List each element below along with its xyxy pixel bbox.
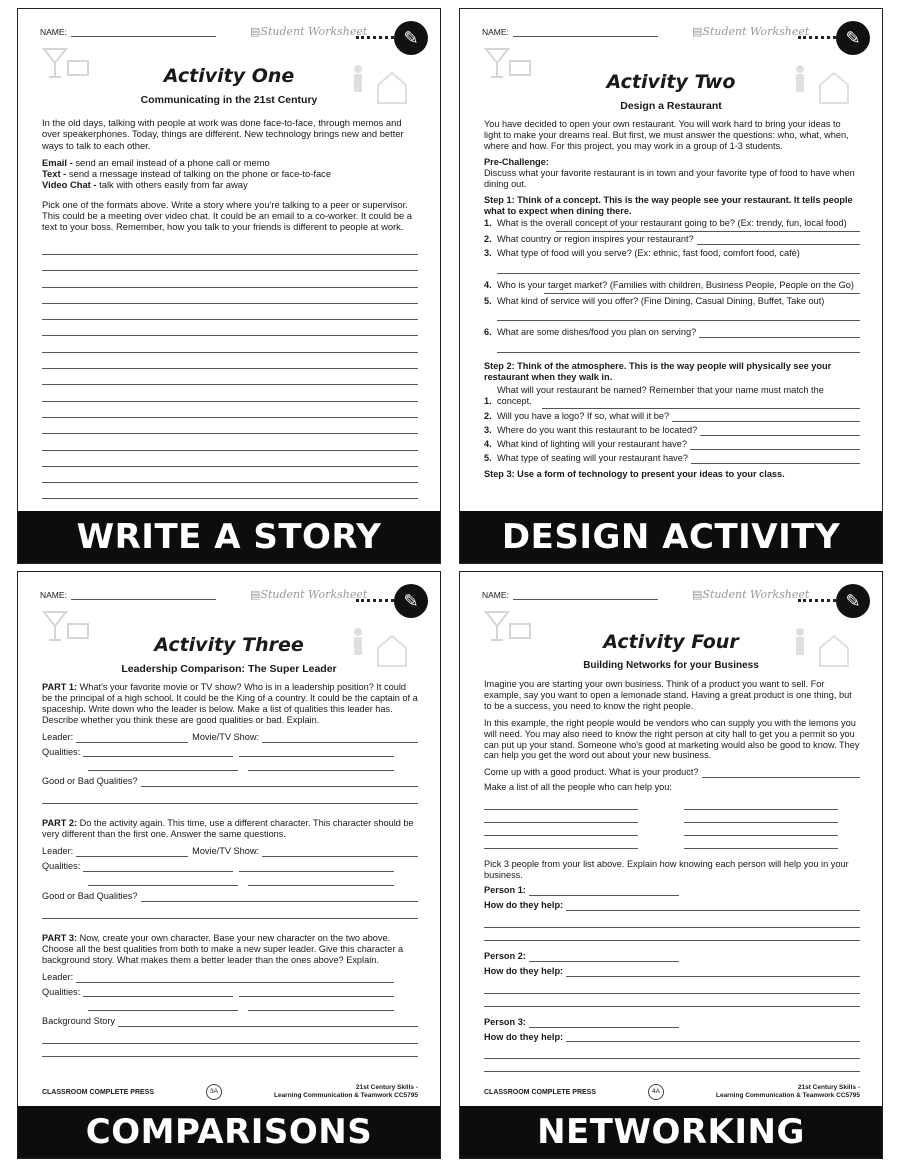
category-banner: COMPARISONS bbox=[18, 1106, 440, 1158]
name-line bbox=[513, 591, 658, 600]
question-item: 2. Will you have a logo? If so, what will it be? bbox=[484, 411, 860, 422]
footer-credit: 21st Century Skills - Learning Communication & Teamwork CC5795 bbox=[715, 1084, 860, 1099]
activity-body bbox=[42, 682, 418, 1057]
format-term: Text - bbox=[42, 168, 67, 180]
qualities-extra bbox=[88, 761, 418, 771]
pencil-icon: ✎ bbox=[836, 21, 870, 55]
product-input[interactable] bbox=[702, 768, 861, 778]
person-input[interactable] bbox=[529, 952, 679, 962]
name-label: NAME: bbox=[482, 27, 509, 37]
part-2: PART 2: Do the activity again. This time, use a different character. This character should be very different than the first one. Answer the same questions. bbox=[42, 818, 414, 840]
name-field bbox=[482, 27, 658, 37]
dotted-divider bbox=[356, 36, 394, 39]
publisher-logo: CLASSROOM COMPLETE PRESS bbox=[484, 1088, 597, 1096]
format-desc: send a message instead of talking on the phone or face-to-face bbox=[68, 168, 332, 180]
worksheet-page bbox=[18, 572, 440, 1106]
qualities-row: Qualities: bbox=[42, 747, 418, 758]
worksheet-page bbox=[460, 9, 882, 511]
activity-body bbox=[484, 679, 860, 1072]
answer-line[interactable] bbox=[42, 906, 418, 919]
writing-line[interactable] bbox=[42, 304, 418, 320]
prechallenge-text: Discuss what your favorite restaurant is in town and your favorite type of food to have when dining out. bbox=[484, 168, 855, 189]
person-input[interactable] bbox=[529, 1018, 679, 1028]
dotted-divider bbox=[356, 599, 394, 602]
writing-line[interactable] bbox=[42, 255, 418, 271]
intro-text: In the old days, talking with people at work was done face-to-face, through memos and over speakerphones. Today, things are different. New technology brings new and better ways to talk to each other. bbox=[42, 117, 404, 151]
paragraph-2: In this example, the right people would be vendors who can supply you with the lemons you will need. You may also need to know the right person at city hall to get you a permit so you can put up your stand. Someone who's good at marketing would also be good to know. They can help you get the word out about your new business. bbox=[484, 717, 860, 761]
question-item: 5. What kind of service will you offer? (Fine Dining, Casual Dining, Buffet, Take out) bbox=[484, 295, 825, 306]
answer-line[interactable] bbox=[700, 426, 860, 436]
qualities-row: Qualities: bbox=[42, 987, 418, 998]
page-footer bbox=[484, 1084, 860, 1100]
product-row: Come up with a good product. What is your product? bbox=[484, 767, 860, 778]
how-row: How do they help: bbox=[484, 1032, 860, 1043]
writing-line[interactable] bbox=[42, 418, 418, 434]
qualities-extra bbox=[88, 876, 418, 886]
good-bad-input[interactable] bbox=[141, 892, 418, 902]
student-worksheet-label: ▤ Student Worksheet bbox=[250, 25, 367, 38]
prechallenge-label: Pre-Challenge: bbox=[484, 157, 549, 168]
background-input[interactable] bbox=[118, 1017, 418, 1027]
good-bad-row: Good or Bad Qualities? bbox=[42, 776, 418, 787]
qualities-extra bbox=[88, 1001, 418, 1011]
qualities-input[interactable] bbox=[83, 987, 233, 997]
writing-line[interactable] bbox=[42, 483, 418, 499]
question-item: 4. Who is your target market? (Families with children, Business People, People on the Go) bbox=[484, 279, 854, 290]
pick-prompt: Pick 3 people from your list above. Explain how knowing each person will help you in your business. bbox=[484, 859, 849, 881]
answer-line[interactable] bbox=[497, 262, 860, 274]
name-field bbox=[40, 27, 216, 37]
name-field bbox=[482, 590, 658, 600]
qualities-input[interactable] bbox=[239, 747, 394, 757]
question-item: 4. What kind of lighting will your restaurant have? bbox=[484, 439, 860, 450]
name-label: NAME: bbox=[40, 590, 67, 600]
leader-row: Leader: bbox=[42, 972, 418, 983]
format-desc: talk with others easily from far away bbox=[99, 179, 248, 191]
leader-row: Leader: Movie/TV Show: bbox=[42, 732, 418, 743]
writing-line[interactable] bbox=[42, 385, 418, 401]
worksheet-page bbox=[460, 572, 882, 1106]
category-banner: DESIGN ACTIVITY bbox=[460, 511, 882, 563]
activity-body bbox=[484, 119, 860, 485]
page-number: 4A bbox=[648, 1084, 664, 1100]
category-banner: WRITE A STORY bbox=[18, 511, 440, 563]
publisher-logo: CLASSROOM COMPLETE PRESS bbox=[42, 1088, 155, 1096]
step-1-questions bbox=[484, 218, 860, 353]
answer-line[interactable] bbox=[497, 309, 860, 321]
answer-line[interactable] bbox=[42, 1031, 418, 1044]
how-input[interactable] bbox=[566, 1032, 860, 1042]
leader-input[interactable] bbox=[76, 847, 188, 857]
writing-line[interactable] bbox=[42, 451, 418, 467]
writing-line[interactable] bbox=[42, 336, 418, 352]
pencil-icon: ✎ bbox=[394, 21, 428, 55]
good-bad-row: Good or Bad Qualities? bbox=[42, 891, 418, 902]
category-banner: NETWORKING bbox=[460, 1106, 882, 1158]
writing-line[interactable] bbox=[42, 320, 418, 336]
qualities-input[interactable] bbox=[239, 862, 394, 872]
qualities-input[interactable] bbox=[83, 747, 233, 757]
answer-line[interactable] bbox=[42, 1044, 418, 1057]
writing-line[interactable] bbox=[42, 369, 418, 385]
question-item: 5. What type of seating will your restaurant have? bbox=[484, 453, 860, 464]
answer-line[interactable] bbox=[699, 328, 860, 338]
student-worksheet-label: ▤ Student Worksheet bbox=[692, 588, 809, 601]
instructions-text: Pick one of the formats above. Write a story where you're talking to a peer or supervisor. This could be a meeting over video chat. It could be an email to a co-worker. It could be a text to your boss. Remember, how you talk to your friends is different to people at work. bbox=[42, 198, 412, 233]
activity-title: Activity Four bbox=[603, 631, 739, 653]
format-desc: send an email instead of a phone call or memo bbox=[75, 156, 270, 168]
writing-line[interactable] bbox=[42, 353, 418, 369]
part-1: PART 1: What's your favorite movie or TV show? Who is in a leadership position? It could be the principal of a high school. It could be the King of a country. It could be the captain of a spaceship. Write down who the leader is below. Make a list of qualities this leader has. Describe whether you think these are good qualities or bad. Explain. bbox=[42, 682, 418, 725]
activity-title: Activity Three bbox=[154, 634, 304, 656]
person-1-row: Person 1: bbox=[484, 885, 860, 896]
name-label: NAME: bbox=[40, 27, 67, 37]
worksheet-panel-activity-four bbox=[459, 571, 883, 1159]
page-number: 3A bbox=[206, 1084, 222, 1100]
name-field bbox=[40, 590, 216, 600]
list-prompt: Make a list of all the people who can help you: bbox=[484, 782, 672, 793]
activity-title: Activity One bbox=[163, 65, 295, 87]
answer-line[interactable] bbox=[697, 235, 860, 245]
person-3-row: Person 3: bbox=[484, 1017, 860, 1028]
worksheet-panel-activity-three bbox=[17, 571, 441, 1159]
name-line bbox=[71, 28, 216, 37]
helper-list bbox=[484, 797, 860, 849]
question-item: 6. What are some dishes/food you plan on serving? bbox=[484, 327, 860, 338]
page-footer bbox=[42, 1084, 418, 1100]
writing-line[interactable] bbox=[42, 434, 418, 450]
name-label: NAME: bbox=[482, 590, 509, 600]
activity-subtitle: Building Networks for your Business bbox=[583, 660, 759, 671]
leader-input[interactable] bbox=[76, 973, 394, 983]
worksheet-panel-activity-one bbox=[17, 8, 441, 564]
question-item: 3. Where do you want this restaurant to be located? bbox=[484, 425, 860, 436]
format-term: Email - bbox=[42, 156, 73, 168]
part-3: PART 3: Now, create your own character. Base your new character on the two above. Choose all the best qualities from both to make a new super leader. Give this character a background story. What makes them a better leader than the ones above? Explain. bbox=[42, 932, 404, 965]
writing-line[interactable] bbox=[42, 239, 418, 255]
writing-line[interactable] bbox=[42, 402, 418, 418]
format-list bbox=[42, 157, 418, 191]
answer-line[interactable] bbox=[691, 454, 860, 464]
how-row: How do they help: bbox=[484, 966, 860, 977]
pencil-icon: ✎ bbox=[836, 584, 870, 618]
answer-line[interactable] bbox=[690, 440, 860, 450]
qualities-input[interactable] bbox=[83, 862, 233, 872]
activity-title: Activity Two bbox=[606, 71, 736, 93]
prechallenge bbox=[484, 157, 860, 189]
name-line bbox=[71, 591, 216, 600]
writing-line[interactable] bbox=[42, 288, 418, 304]
activity-subtitle: Design a Restaurant bbox=[620, 100, 722, 112]
worksheet-page bbox=[18, 9, 440, 511]
student-worksheet-label: ▤ Student Worksheet bbox=[692, 25, 809, 38]
paragraph-1: Imagine you are starting your own business. Think of a product you want to sell. For example, say you want to open a lemonade stand. Having a great product is one thing, but to be a success, you need to know the right people. bbox=[484, 679, 852, 711]
step-2-questions bbox=[484, 385, 860, 464]
activity-subtitle: Leadership Comparison: The Super Leader bbox=[121, 663, 337, 675]
qualities-row: Qualities: bbox=[42, 861, 418, 872]
activity-body bbox=[42, 117, 418, 499]
dotted-divider bbox=[798, 36, 836, 39]
intro-text: You have decided to open your own restaurant. You will work hard to bring your ideas to light to make your dreams real. But first, we must answer the questions: who, what, when, where and how. For this project, you may work in a group of 1-3 students. bbox=[484, 119, 849, 151]
question-item: 1. What will your restaurant be named? Remember that your name must match the concept. bbox=[484, 384, 824, 406]
question-item: 3. What type of food will you serve? (Ex: ethnic, fast food, comfort food, café) bbox=[484, 247, 800, 258]
dotted-divider bbox=[798, 599, 836, 602]
how-input[interactable] bbox=[566, 901, 860, 911]
show-input[interactable] bbox=[262, 847, 418, 857]
leader-input[interactable] bbox=[76, 733, 188, 743]
step-3-heading: Step 3: Use a form of technology to present your ideas to your class. bbox=[484, 468, 785, 479]
good-bad-input[interactable] bbox=[141, 777, 418, 787]
student-worksheet-label: ▤ Student Worksheet bbox=[250, 588, 367, 601]
background-row: Background Story bbox=[42, 1016, 418, 1027]
how-row: How do they help: bbox=[484, 900, 860, 911]
question-item: 1. What is the overall concept of your restaurant going to be? (Ex: trendy, fun, local food) bbox=[484, 218, 847, 229]
writing-line[interactable] bbox=[42, 467, 418, 483]
answer-line[interactable] bbox=[497, 341, 860, 353]
answer-line[interactable] bbox=[42, 791, 418, 804]
worksheet-panel-activity-two bbox=[459, 8, 883, 564]
footer-credit: 21st Century Skills - Learning Communication & Teamwork CC5795 bbox=[273, 1084, 418, 1099]
step-1-heading: Step 1: Think of a concept. This is the way people see your restaurant. It tells people what to expect when dining there. bbox=[484, 194, 853, 216]
question-item: 2. What country or region inspires your restaurant? bbox=[484, 234, 860, 245]
writing-lines[interactable] bbox=[42, 239, 418, 500]
format-term: Video Chat - bbox=[42, 179, 97, 191]
activity-subtitle: Communicating in the 21st Century bbox=[140, 94, 318, 106]
how-input[interactable] bbox=[566, 967, 860, 977]
person-input[interactable] bbox=[529, 886, 679, 896]
pencil-icon: ✎ bbox=[394, 584, 428, 618]
person-2-row: Person 2: bbox=[484, 951, 860, 962]
show-input[interactable] bbox=[262, 733, 418, 743]
answer-line[interactable] bbox=[672, 412, 860, 422]
name-line bbox=[513, 28, 658, 37]
writing-line[interactable] bbox=[42, 271, 418, 287]
qualities-input[interactable] bbox=[239, 987, 394, 997]
leader-row: Leader: Movie/TV Show: bbox=[42, 846, 418, 857]
step-2-heading: Step 2: Think of the atmosphere. This is the way people will physically see your restaurant when they walk in. bbox=[484, 361, 832, 382]
